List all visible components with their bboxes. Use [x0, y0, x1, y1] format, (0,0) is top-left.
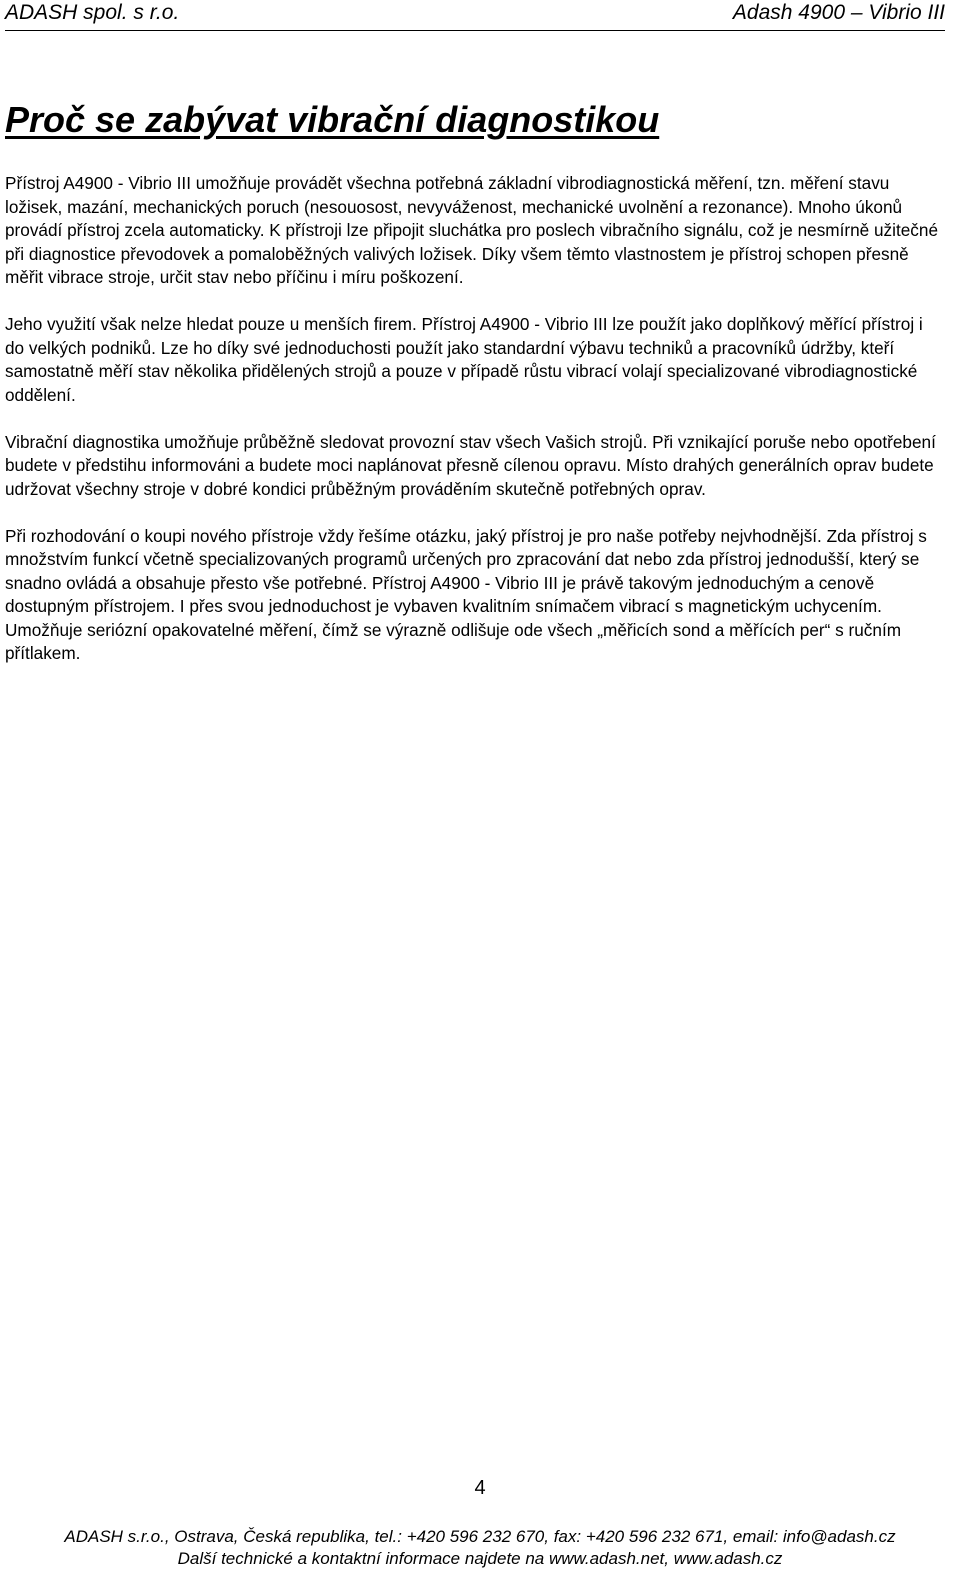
page-footer — [0, 1526, 960, 1570]
document-body — [5, 172, 940, 689]
paragraph-intro: Přístroj A4900 - Vibrio III umožňuje provádět všechna potřebná základní vibrodiagnostická měření, tzn. měření stavu ložisek, mazání, mechanických poruch (nesouosost, nevyváženost, mechanické uvolnění a rezonance). Mnoho úkonů provádí přístroj zcela automaticky. K přístroji lze připojit sluchátka pro poslech vibračního signálu, což je nesmírně užitečné při diagnostice převodovek a pomaloběžných valivých ložisek. Díky všem těmto vlastnostem je přístroj schopen přesně měřit vibrace stroje, určit stav nebo příčinu i míru poškození. — [5, 173, 939, 287]
header-company: ADASH spol. s r.o. — [5, 1, 180, 24]
page-header — [5, 0, 945, 31]
page-title: Proč se zabývat vibrační diagnostikou — [5, 99, 660, 140]
footer-divider — [5, 1522, 945, 1523]
footer-contact-line: ADASH s.r.o., Ostrava, Česká republika, tel.: +420 596 232 670, fax: +420 596 232 671, email: info@adash.cz — [64, 1527, 896, 1546]
paragraph-usage: Jeho využití však nelze hledat pouze u menších firem. Přístroj A4900 - Vibrio III lze použít jako doplňkový měřící přístroj i do velkých podniků. Lze ho díky své jednoduchosti použít jako standardní výbavu techniků a pracovníků údržby, kteří samostatně měří stav několika přidělených strojů a pouze v případě růstu vibrací volají specializované vibrodiagnostické oddělení. — [5, 314, 923, 405]
footer-website-line: Další technické a kontaktní informace najdete na www.adash.net, www.adash.cz — [177, 1549, 783, 1568]
paragraph-monitoring: Vibrační diagnostika umožňuje průběžně sledovat provozní stav všech Vašich strojů. Při vznikající poruše nebo opotřebení budete v předstihu informováni a budete moci naplánovat přesně cílenou opravu. Místo drahých generálních oprav budete udržovat všechny stroje v dobré kondici průběžným prováděním skutečně potřebných oprav. — [5, 431, 936, 499]
header-product: Adash 4900 – Vibrio III — [732, 1, 945, 24]
paragraph-choice: Při rozhodování o koupi nového přístroje vždy řešíme otázku, jaký přístroj je pro naše potřeby nejvhodnější. Zda přístroj s množstvím funkcí včetně specializovaných programů určených pro zpracování dat nebo zda přístroj jednodušší, který se snadno ovládá a obsahuje přesto vše potřebné. Přístroj A4900 - Vibrio III je právě takovým jednoduchým a cenově dostupným přístrojem. I přes svou jednoduchost je vybaven kvalitním snímačem vibrací s magnetickým uchycením. Umožňuje seriózní opakovatelné měření, čímž se výrazně odlišuje ode všech „měřicích sond a měřících per“ s ručním přítlakem. — [5, 525, 927, 663]
page-number: 4 — [474, 1477, 486, 1499]
